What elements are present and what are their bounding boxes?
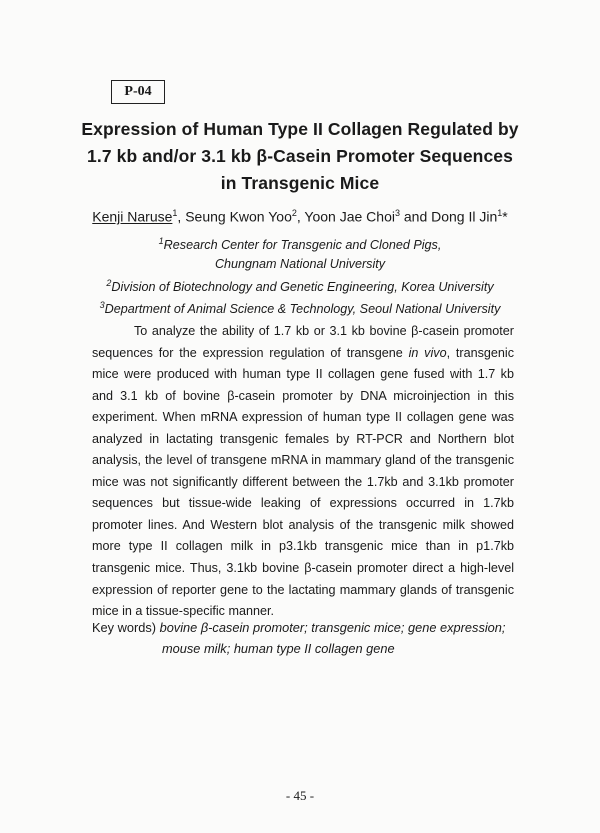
affiliation-mark: 3 [99, 300, 105, 311]
abstract-italic-term: in vivo [408, 345, 447, 360]
affiliation-text: Department of Animal Science & Technology, Seoul National University [104, 302, 501, 317]
title-line-3: in Transgenic Mice [220, 173, 380, 193]
author-affiliation-mark: 3 [394, 208, 400, 218]
author-affiliation-mark: 2 [291, 208, 297, 218]
keywords-line-1: bovine β-casein promoter; transgenic mice; gene expression; [159, 620, 506, 635]
title-line-1: Expression of Human Type II Collagen Regulated by [81, 119, 519, 139]
corresponding-author-mark: * [502, 208, 508, 225]
keywords-line-2: mouse milk; human type II collagen gene [162, 641, 395, 656]
title-line-2: 1.7 kb and/or 3.1 kb β-Casein Promoter Sequences [87, 146, 513, 166]
abstract-text: , transgenic mice were produced with human type II collagen gene fused with 1.7 kb and 3.1 kb of bovine β-casein promoter by DNA microinjection in this experiment. When mRNA expression of human type II collagen gene was analyzed in lactating transgenic females by RT-PCR and Northern blot analysis, the level of transgene mRNA in mammary gland of the transgenic mice was not significantly different between the 1.7kb and 3.1kb promoter sequences but tissue-wide leaking of expressions occurred in 1.7kb promoter lines. And Western blot analysis of the transgenic milk showed more type II collagen milk in p3.1kb transgenic mice than in p1.7kb transgenic mice. Thus, 3.1kb bovine β-casein promoter direct a high-level expression of reporter gene to the lactating mammary glands of transgenic mice in a tissue-specific manner. [92, 345, 514, 619]
abstract-paragraph [92, 321, 514, 623]
author-separator: and [399, 208, 432, 225]
author-name: Dong Il Jin [431, 208, 498, 225]
affiliation-mark: 2 [106, 277, 112, 288]
affiliation-mark: 1 [158, 236, 164, 246]
keywords-label: Key words) [92, 620, 157, 635]
author-name: Yoon Jae Choi [304, 208, 395, 225]
affiliation-item [60, 296, 540, 319]
author-separator: , [177, 208, 186, 225]
affiliation-text: Research Center for Transgenic and Cloned Pigs, [163, 238, 442, 253]
author-separator: , [296, 208, 305, 225]
author-list [60, 208, 540, 225]
paper-code-box: P-04 [111, 80, 165, 104]
affiliation-text: Division of Biotechnology and Genetic Engineering, Korea University [111, 279, 494, 294]
affiliation-item-continued [60, 255, 540, 274]
author-name: Kenji Naruse [92, 208, 173, 225]
affiliation-item [60, 274, 540, 297]
author-affiliation-mark: 1 [172, 208, 178, 218]
affiliation-item [60, 232, 540, 255]
author-name: Seung Kwon Yoo [185, 208, 292, 225]
keywords [92, 617, 532, 659]
page-number: - 45 - [285, 788, 315, 803]
author-affiliation-mark: 1 [497, 208, 503, 218]
affiliation-text: Chungnam National University [214, 256, 386, 271]
affiliation-list [60, 232, 540, 319]
paper-title [60, 116, 540, 197]
abstract-text: To analyze the ability of 1.7 kb or 3.1 kb bovine β-casein promoter sequences for the expression regulation of transgene [92, 324, 514, 360]
